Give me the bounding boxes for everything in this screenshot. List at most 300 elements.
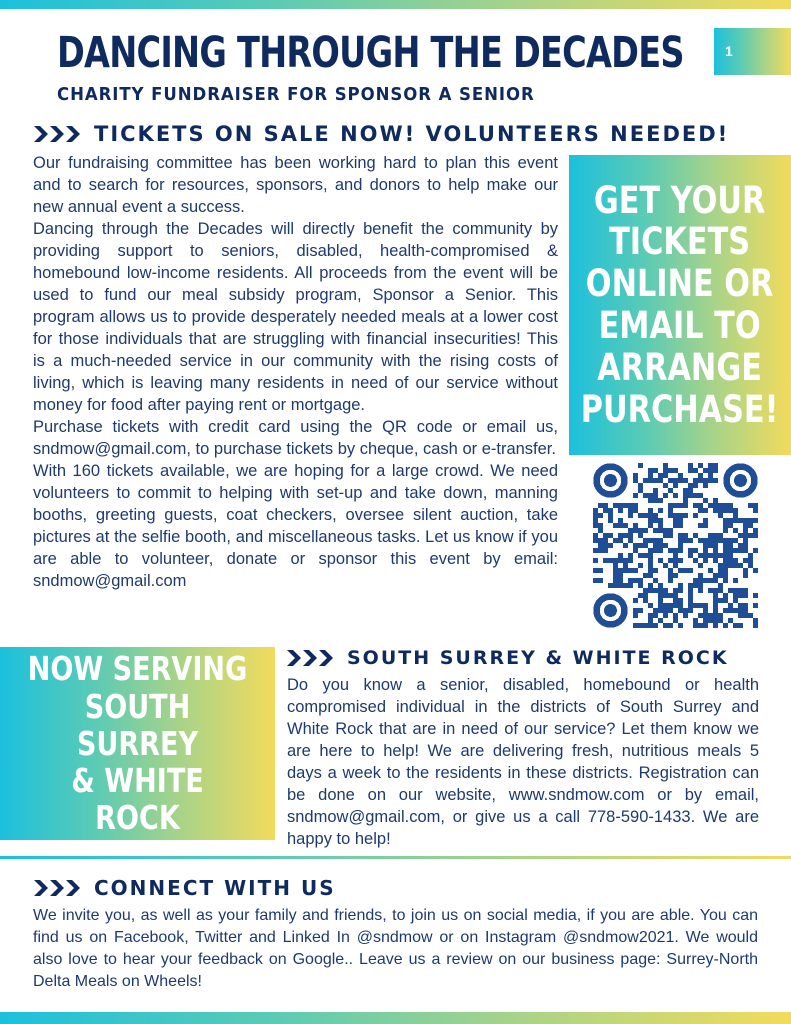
qr-module [623, 568, 628, 573]
qr-module [703, 618, 708, 623]
qr-module [648, 563, 653, 568]
qr-module [653, 578, 658, 583]
qr-module [688, 493, 693, 498]
qr-module [723, 548, 728, 553]
qr-module [683, 513, 688, 518]
qr-module [728, 543, 733, 548]
qr-module [603, 548, 608, 553]
qr-module [618, 523, 623, 528]
promo-line: ONLINE OR [586, 262, 774, 306]
qr-module [643, 478, 648, 483]
qr-module [713, 578, 718, 583]
qr-module [638, 463, 643, 468]
qr-module [743, 523, 748, 528]
qr-module [658, 583, 663, 588]
qr-module [703, 538, 708, 543]
qr-module [743, 608, 748, 613]
qr-module [688, 568, 693, 573]
qr-module [608, 518, 613, 523]
qr-module [728, 503, 733, 508]
qr-module [733, 578, 738, 583]
qr-module [673, 513, 678, 518]
qr-module [723, 593, 728, 598]
qr-module [723, 543, 728, 548]
qr-module [668, 468, 673, 473]
qr-module [743, 588, 748, 593]
qr-module [703, 483, 708, 488]
qr-module [683, 488, 688, 493]
promo-line: ARRANGE [597, 345, 763, 389]
qr-module [663, 493, 668, 498]
qr-module [713, 538, 718, 543]
qr-module [618, 508, 623, 513]
qr-module [613, 523, 618, 528]
qr-module [678, 608, 683, 613]
qr-module [723, 578, 728, 583]
qr-module [643, 623, 648, 628]
qr-module [733, 598, 738, 603]
qr-module [738, 593, 743, 598]
qr-module [703, 543, 708, 548]
qr-module [713, 548, 718, 553]
qr-module [718, 503, 723, 508]
qr-module [743, 593, 748, 598]
qr-module [718, 618, 723, 623]
serving-promo-box [0, 647, 275, 840]
qr-module [718, 553, 723, 558]
qr-module [653, 478, 658, 483]
qr-module [613, 558, 618, 563]
qr-module [728, 508, 733, 513]
qr-module [698, 523, 703, 528]
qr-module [728, 608, 733, 613]
qr-module [728, 538, 733, 543]
qr-module [708, 588, 713, 593]
qr-module [748, 518, 753, 523]
qr-module [638, 583, 643, 588]
qr-module [718, 538, 723, 543]
qr-module [683, 493, 688, 498]
page-number: 1 [725, 43, 733, 59]
qr-module [623, 583, 628, 588]
qr-module [748, 533, 753, 538]
qr-module [723, 538, 728, 543]
qr-module [718, 583, 723, 588]
qr-module [678, 558, 683, 563]
qr-module [638, 488, 643, 493]
qr-module [598, 503, 603, 508]
qr-module [728, 588, 733, 593]
qr-module [738, 588, 743, 593]
qr-module [663, 613, 668, 618]
qr-module [698, 463, 703, 468]
qr-module [743, 518, 748, 523]
qr-module [658, 473, 663, 478]
qr-module [733, 593, 738, 598]
qr-module [598, 578, 603, 583]
qr-module [633, 548, 638, 553]
qr-module [628, 503, 633, 508]
qr-module [663, 528, 668, 533]
qr-module [688, 608, 693, 613]
qr-module [613, 578, 618, 583]
qr-module [663, 473, 668, 478]
qr-module [623, 503, 628, 508]
connect-body [33, 905, 758, 993]
qr-module [723, 508, 728, 513]
qr-module [673, 618, 678, 623]
qr-module [718, 508, 723, 513]
page-title: DANCING THROUGH THE DECADES [57, 28, 684, 78]
qr-module [678, 583, 683, 588]
qr-module [633, 613, 638, 618]
qr-module [693, 483, 698, 488]
qr-module [718, 513, 723, 518]
qr-module [753, 508, 758, 513]
qr-module [678, 518, 683, 523]
qr-module [698, 478, 703, 483]
qr-module [658, 528, 663, 533]
qr-module [723, 568, 728, 573]
triple-chevron-icon [287, 648, 335, 668]
qr-module [643, 493, 648, 498]
qr-module [713, 503, 718, 508]
qr-module [678, 588, 683, 593]
qr-module [663, 603, 668, 608]
qr-module [683, 538, 688, 543]
qr-module [713, 553, 718, 558]
promo-line: & WHITE ROCK [71, 761, 204, 838]
qr-module [728, 518, 733, 523]
qr-module [598, 548, 603, 553]
qr-module [718, 573, 723, 578]
triple-chevron-icon [34, 124, 82, 144]
qr-module [638, 593, 643, 598]
qr-module [688, 463, 693, 468]
qr-module [658, 608, 663, 613]
qr-module [688, 483, 693, 488]
qr-module [653, 608, 658, 613]
qr-module [638, 553, 643, 558]
qr-module [698, 613, 703, 618]
qr-module [618, 553, 623, 558]
qr-module [633, 623, 638, 628]
qr-module [593, 508, 598, 513]
qr-module [688, 598, 693, 603]
qr-module [678, 568, 683, 573]
surrey-heading-text: SOUTH SURREY & WHITE ROCK [347, 647, 729, 669]
qr-module [653, 588, 658, 593]
qr-module [623, 558, 628, 563]
qr-module [608, 533, 613, 538]
qr-module [708, 468, 713, 473]
qr-module [708, 613, 713, 618]
qr-module [598, 513, 603, 518]
qr-module [598, 543, 603, 548]
qr-module [723, 503, 728, 508]
bottom-gradient-bar [0, 1012, 791, 1024]
qr-module [708, 463, 713, 468]
qr-module [678, 533, 683, 538]
qr-module [603, 538, 608, 543]
qr-module [628, 538, 633, 543]
qr-module [723, 573, 728, 578]
qr-module [658, 523, 663, 528]
qr-module [653, 493, 658, 498]
qr-module [598, 538, 603, 543]
qr-module [668, 548, 673, 553]
qr-module [708, 533, 713, 538]
qr-module [618, 518, 623, 523]
qr-module [678, 473, 683, 478]
qr-module [633, 543, 638, 548]
qr-module [668, 568, 673, 573]
qr-module [643, 528, 648, 533]
qr-module [688, 553, 693, 558]
qr-module [753, 503, 758, 508]
qr-module [703, 468, 708, 473]
qr-module [718, 613, 723, 618]
qr-module [593, 538, 598, 543]
qr-module [738, 623, 743, 628]
qr-module [658, 593, 663, 598]
qr-module [658, 548, 663, 553]
qr-module [733, 513, 738, 518]
qr-module [713, 598, 718, 603]
qr-module [648, 508, 653, 513]
qr-module [633, 478, 638, 483]
top-gradient-bar [0, 0, 791, 9]
qr-module [688, 538, 693, 543]
qr-module [713, 498, 718, 503]
qr-module [648, 468, 653, 473]
qr-module [663, 463, 668, 468]
surrey-paragraph: Do you know a senior, disabled, homebound or health compromised individual in the districts of South Surrey and White Rock that are in need of our service? Let them know we are here to help! We are delivering fresh, nutritious meals 5 days a week to the residents in these districts. Registration can be done on our website, www.sndmow.com or by email, sndmow@gmail.com, or give us a call 778-590-1433. We are happy to help! [287, 676, 759, 848]
qr-module [608, 558, 613, 563]
qr-module [653, 488, 658, 493]
qr-module [673, 483, 678, 488]
qr-module [673, 478, 678, 483]
promo-line: PURCHASE! [581, 387, 779, 431]
qr-module [728, 603, 733, 608]
qr-module [628, 513, 633, 518]
qr-module [703, 608, 708, 613]
qr-module [738, 533, 743, 538]
qr-module [713, 608, 718, 613]
qr-module [708, 568, 713, 573]
qr-module [668, 593, 673, 598]
qr-module [608, 583, 613, 588]
qr-module [693, 603, 698, 608]
qr-module [693, 468, 698, 473]
qr-module [683, 478, 688, 483]
qr-module [703, 578, 708, 583]
qr-module [688, 593, 693, 598]
qr-module [693, 618, 698, 623]
qr-module [648, 568, 653, 573]
qr-module [708, 478, 713, 483]
qr-module [643, 588, 648, 593]
qr-module [738, 603, 743, 608]
qr-module [713, 533, 718, 538]
qr-module [723, 528, 728, 533]
qr-module [593, 533, 598, 538]
qr-module [678, 503, 683, 508]
qr-module [713, 508, 718, 513]
qr-module [698, 578, 703, 583]
promo-line: NOW SERVING [27, 649, 248, 689]
qr-module [683, 503, 688, 508]
qr-module [643, 538, 648, 543]
qr-module [753, 528, 758, 533]
qr-module [648, 603, 653, 608]
qr-module [648, 498, 653, 503]
qr-module [658, 558, 663, 563]
qr-module [653, 528, 658, 533]
qr-module [638, 528, 643, 533]
qr-module [603, 558, 608, 563]
qr-code-icon[interactable] [593, 463, 758, 628]
qr-module [618, 503, 623, 508]
qr-module [723, 623, 728, 628]
qr-module [713, 623, 718, 628]
qr-module [703, 603, 708, 608]
qr-module [648, 493, 653, 498]
qr-module [668, 533, 673, 538]
qr-module [743, 533, 748, 538]
qr-module [698, 573, 703, 578]
qr-module [718, 598, 723, 603]
qr-module [653, 498, 658, 503]
qr-module [638, 623, 643, 628]
promo-line: TICKETS [609, 220, 751, 264]
qr-module [648, 588, 653, 593]
page-number-badge [714, 28, 791, 75]
qr-module [668, 603, 673, 608]
qr-module [698, 493, 703, 498]
qr-module [723, 553, 728, 558]
qr-module [678, 538, 683, 543]
qr-module [593, 513, 598, 518]
qr-module [698, 473, 703, 478]
qr-module [648, 473, 653, 478]
qr-module [623, 523, 628, 528]
qr-module [703, 548, 708, 553]
qr-module [683, 568, 688, 573]
qr-module [618, 533, 623, 538]
qr-module [718, 563, 723, 568]
tickets-paragraph-1: Our fundraising committee has been working hard to plan this event and to search for resources, sponsors, and donors to help make our new annual event a success. [33, 154, 558, 216]
surrey-body [287, 674, 759, 850]
qr-module [678, 523, 683, 528]
qr-module [753, 518, 758, 523]
qr-module [693, 533, 698, 538]
qr-module [593, 558, 598, 563]
qr-module [683, 613, 688, 618]
qr-module [703, 498, 708, 503]
qr-module [713, 463, 718, 468]
qr-module [693, 548, 698, 553]
tickets-paragraph-3: Purchase tickets with credit card using the QR code or email us, sndmow@gmail.com, to purchase tickets by cheque, cash or e-transfer. [33, 418, 558, 458]
tickets-promo-box [569, 155, 791, 455]
qr-module [673, 603, 678, 608]
qr-module [723, 518, 728, 523]
qr-module [698, 603, 703, 608]
qr-module [733, 563, 738, 568]
qr-module [673, 548, 678, 553]
qr-module [738, 563, 743, 568]
qr-module [633, 568, 638, 573]
qr-module [713, 558, 718, 563]
qr-module [698, 553, 703, 558]
qr-module [723, 598, 728, 603]
qr-module [678, 598, 683, 603]
qr-module [698, 563, 703, 568]
qr-module [608, 513, 613, 518]
qr-module [628, 578, 633, 583]
qr-module [593, 568, 598, 573]
connect-paragraph: We invite you, as well as your family and friends, to join us on social media, if you are able. You can find us on Facebook, Twitter and Linked In @sndmow or on Instagram @sndmow2021. We would also love to hear your feedback on Google.. Leave us a review on our business page: Surrey-North Delta Meals on Wheels! [33, 907, 758, 990]
qr-module [643, 573, 648, 578]
qr-module [633, 578, 638, 583]
qr-module [613, 568, 618, 573]
qr-module [673, 563, 678, 568]
qr-module [693, 583, 698, 588]
qr-module [668, 608, 673, 613]
qr-module [658, 543, 663, 548]
qr-module [668, 578, 673, 583]
qr-module [618, 558, 623, 563]
qr-module [648, 478, 653, 483]
qr-module [753, 533, 758, 538]
qr-module [618, 538, 623, 543]
qr-module [728, 523, 733, 528]
qr-module [733, 558, 738, 563]
qr-module [683, 533, 688, 538]
qr-module [653, 543, 658, 548]
qr-module [708, 473, 713, 478]
qr-module [688, 603, 693, 608]
connect-heading-text: CONNECT WITH US [94, 876, 336, 900]
qr-module [753, 593, 758, 598]
page-subtitle: CHARITY FUNDRAISER FOR SPONSOR A SENIOR [57, 84, 535, 105]
qr-module [723, 608, 728, 613]
qr-module [593, 518, 598, 523]
qr-module [613, 538, 618, 543]
qr-module [663, 483, 668, 488]
qr-module [643, 593, 648, 598]
qr-module [603, 503, 608, 508]
qr-module [693, 513, 698, 518]
qr-module [713, 573, 718, 578]
qr-module [633, 473, 638, 478]
qr-module [753, 548, 758, 553]
qr-module [658, 538, 663, 543]
qr-module [598, 523, 603, 528]
qr-module [673, 518, 678, 523]
qr-module [733, 528, 738, 533]
qr-module [633, 523, 638, 528]
qr-module [713, 603, 718, 608]
qr-module [648, 573, 653, 578]
qr-module [743, 548, 748, 553]
qr-module [623, 563, 628, 568]
qr-module [648, 618, 653, 623]
qr-module [663, 543, 668, 548]
qr-module [633, 503, 638, 508]
qr-module [653, 513, 658, 518]
qr-module [633, 528, 638, 533]
